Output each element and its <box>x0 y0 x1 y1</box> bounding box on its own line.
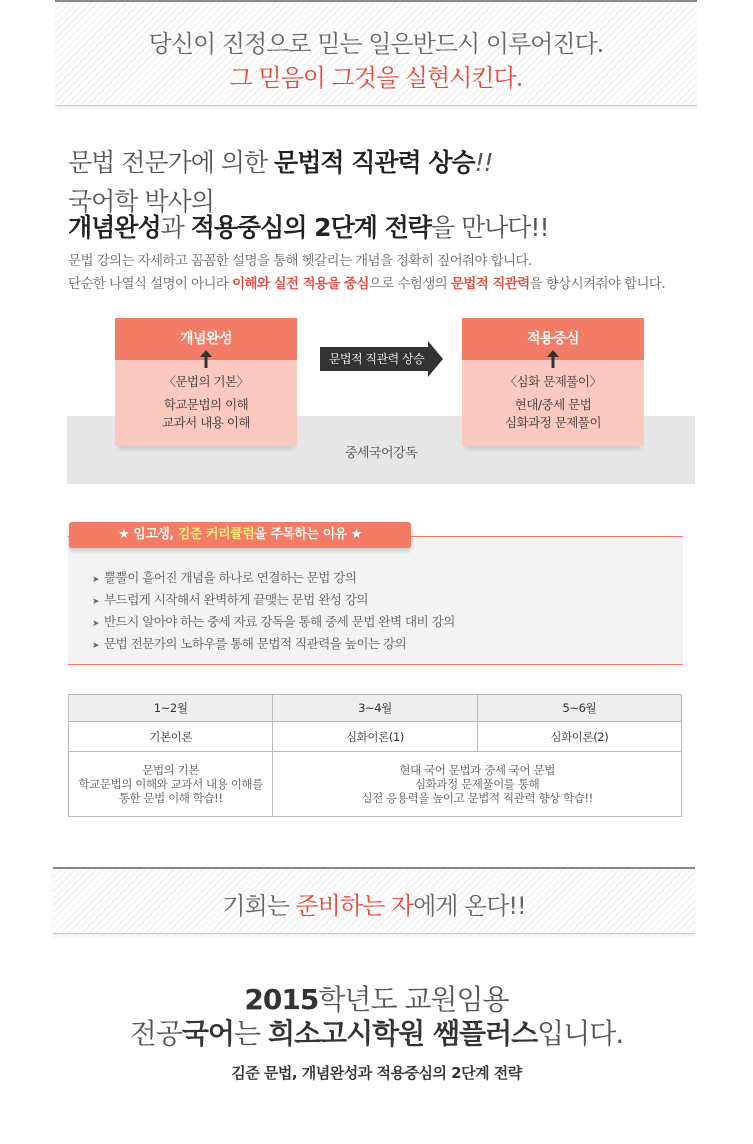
intro-description-2 <box>68 272 665 292</box>
opportunity-suffix: 에게 온다!! <box>413 892 526 920</box>
intro-heading-1-suffix: !! <box>474 148 493 177</box>
arrow-up-icon <box>547 350 559 368</box>
opportunity-banner <box>53 867 695 934</box>
reasons-tab-highlight: 김준 커리큘럼 <box>177 527 255 542</box>
list-item <box>92 590 455 612</box>
opportunity-text <box>53 886 695 921</box>
list-item <box>92 568 455 590</box>
detail-cell-advanced <box>273 752 682 817</box>
application-focus-text <box>462 396 644 432</box>
concept-completion-box <box>115 318 297 446</box>
quote-line-1: 당신이 진정으로 믿는 일은반드시 이루어진다. <box>148 30 604 58</box>
top-quote-banner <box>55 0 697 106</box>
concept-completion-subtitle: 〈문법의 기본〉 <box>163 374 249 389</box>
reasons-tab-prefix: ★ 임고생, <box>118 527 178 542</box>
bullet-arrow-icon: ➤ <box>92 597 100 607</box>
subject-cell: 심화이론(2) <box>477 722 681 752</box>
intro-heading-3-suffix: 을 만나다!! <box>430 213 549 242</box>
desc2-highlight-2: 문법적 직관력 <box>450 276 530 292</box>
month-cell: 1~2월 <box>69 695 273 722</box>
desc2-part-c: 으로 수험생의 <box>368 276 451 292</box>
intuition-up-label: 문법적 직관력 상승 <box>328 352 425 366</box>
intuition-up-arrow <box>320 341 443 377</box>
footer-line-2 <box>0 1012 753 1052</box>
detail-line: 통한 문법 이해 학습!! <box>118 791 223 805</box>
month-cell: 5~6월 <box>477 695 681 722</box>
desc2-highlight-1: 이해와 실전 적용을 중심 <box>232 276 369 292</box>
footer-tagline: 김준 문법, 개념완성과 적용중심의 2단계 전략 <box>231 1064 522 1082</box>
application-line-2: 심화과정 문제풀이 <box>504 415 602 430</box>
table-row <box>69 722 682 752</box>
intro-heading-2: 국어학 박사의 <box>68 187 214 216</box>
concept-line-2: 교과서 내용 이해 <box>162 415 250 430</box>
concept-line-1: 학교문법의 이해 <box>163 397 249 412</box>
table-row <box>69 752 682 817</box>
footer-korean: 국어 <box>181 1017 234 1050</box>
reason-text: 반드시 알아야 하는 중세 자료 강독을 통해 중세 문법 완벽 대비 강의 <box>104 614 455 629</box>
intro-heading-1 <box>68 143 493 179</box>
subject-cell: 기본이론 <box>69 722 273 752</box>
footer-academy: 희소고시학원 쌤플러스 <box>267 1017 538 1050</box>
reasons-tab-title <box>69 522 411 548</box>
desc2-part-a: 단순한 나열식 설명이 아니라 <box>68 276 233 292</box>
bullet-arrow-icon: ➤ <box>92 619 100 629</box>
opportunity-prefix: 기회는 <box>222 892 296 920</box>
reason-text: 부드럽게 시작해서 완벽하게 끝맺는 문법 완성 강의 <box>104 592 368 607</box>
intro-heading-3-strategy: 적용중심의 2단계 전략 <box>190 213 431 242</box>
bullet-arrow-icon: ➤ <box>92 641 100 651</box>
footer-particle: 는 <box>233 1017 268 1050</box>
detail-cell-basic <box>69 752 273 817</box>
reasons-panel <box>68 536 683 665</box>
reason-text: 뿔뿔이 흩어진 개념을 하나로 연결하는 문법 강의 <box>104 570 357 585</box>
application-line-1: 현대/중세 문법 <box>514 397 592 412</box>
intro-heading-3-concept: 개념완성 <box>68 213 161 242</box>
opportunity-highlight: 준비하는 자 <box>295 892 414 920</box>
concept-completion-title: 개념완성 <box>115 318 297 360</box>
footer-ending: 입니다. <box>537 1017 624 1050</box>
bullet-arrow-icon: ➤ <box>92 575 100 585</box>
curriculum-table <box>68 694 682 817</box>
intro-description-1: 문법 강의는 자세하고 꼼꼼한 설명을 통해 헷갈리는 개념을 정확히 짚어줘야 합니다. <box>68 253 532 269</box>
list-item <box>92 612 455 634</box>
desc2-part-e: 을 향상시켜줘야 합니다. <box>529 276 666 292</box>
footer-major: 전공 <box>129 1017 182 1050</box>
detail-line: 문법의 기본 <box>142 763 200 777</box>
intro-heading-3 <box>68 208 548 244</box>
reasons-tab-suffix: 을 주목하는 이유 ★ <box>254 527 362 542</box>
concept-completion-text <box>115 396 297 432</box>
application-focus-title: 적용중심 <box>462 318 644 360</box>
reason-text: 문법 전문가의 노하우를 통해 문법적 직관력을 높이는 강의 <box>104 636 407 651</box>
intro-heading-3-join: 과 <box>160 213 191 242</box>
application-focus-subtitle: 〈심화 문제풀이〉 <box>504 374 602 389</box>
month-cell: 3~4월 <box>273 695 477 722</box>
detail-line: 심화과정 문제풀이를 통해 <box>415 777 540 791</box>
table-header-row <box>69 695 682 722</box>
detail-line: 실전 응용력을 높이고 문법적 직관력 향상 학습!! <box>361 791 593 805</box>
footer-year: 2015 <box>244 983 319 1016</box>
subject-cell: 심화이론(1) <box>273 722 477 752</box>
intro-heading-1-emphasis: 문법적 직관력 상승 <box>274 148 475 177</box>
application-focus-box <box>462 318 644 446</box>
quote-line-2: 그 믿음이 그것을 실현시킨다. <box>229 64 523 92</box>
list-item <box>92 634 455 656</box>
intro-heading-1-prefix: 문법 전문가에 의한 <box>68 148 275 177</box>
footer-exam-text: 학년도 교원임용 <box>318 983 509 1016</box>
arrow-up-icon <box>200 350 212 368</box>
detail-line: 현대 국어 문법과 중세 국어 문법 <box>399 763 555 777</box>
reasons-list <box>92 568 455 656</box>
medieval-reading-label: 중세국어강독 <box>344 446 418 461</box>
detail-line: 학교문법의 이해와 교과서 내용 이해를 <box>78 777 263 791</box>
